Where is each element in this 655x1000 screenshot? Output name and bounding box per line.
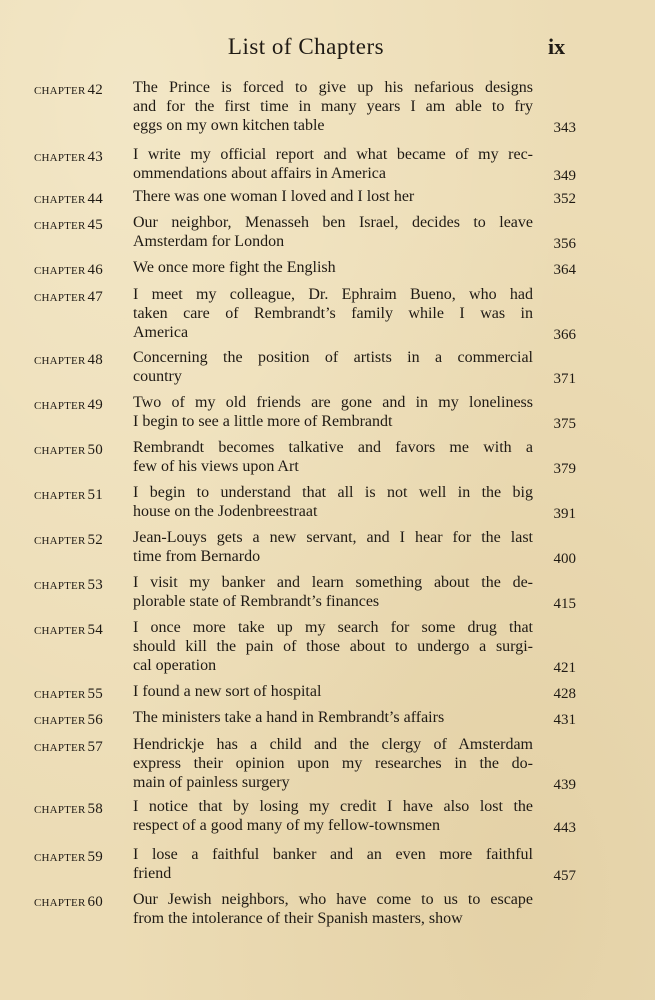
- chapter-page-number: 349: [553, 168, 576, 185]
- chapter-label: [34, 82, 130, 99]
- chapter-title-line: Concerning the position of artists in a commercial: [133, 349, 533, 366]
- chapter-word: CHAPTER: [34, 852, 86, 864]
- chapter-label: [34, 849, 130, 866]
- chapter-word: CHAPTER: [34, 400, 86, 412]
- chapter-title-line: should kill the pain of those about to undergo a surgi-: [133, 638, 533, 656]
- chapter-word: CHAPTER: [34, 85, 86, 97]
- chapter-word: CHAPTER: [34, 742, 86, 754]
- chapter-number: 57: [87, 739, 103, 755]
- chapter-title-line: express their opinion upon my researches in the do-: [133, 755, 533, 773]
- chapter-title: [133, 258, 533, 277]
- chapter-word: CHAPTER: [34, 194, 86, 206]
- chapter-number: 42: [87, 82, 103, 98]
- page-header: [0, 34, 655, 64]
- chapter-title: [133, 682, 533, 701]
- chapter-title-line: Our Jewish neighbors, who have come to us to escape: [133, 891, 533, 908]
- chapter-word: CHAPTER: [34, 265, 86, 277]
- chapter-page-number: 364: [553, 262, 576, 278]
- chapter-title-line: country: [133, 368, 182, 386]
- chapter-page-number: 428: [553, 686, 576, 702]
- chapter-number: 59: [87, 849, 103, 865]
- chapter-word: CHAPTER: [34, 292, 86, 304]
- chapter-title-line: Rembrandt becomes talkative and favors me with a: [133, 439, 533, 456]
- chapter-label: [34, 262, 130, 279]
- chapter-title-line: I once more take up my search for some drug that: [133, 619, 533, 636]
- chapter-number: 43: [87, 149, 103, 165]
- chapter-page-number: 421: [553, 660, 576, 677]
- chapter-word: CHAPTER: [34, 445, 86, 457]
- chapter-title: [133, 708, 533, 727]
- chapter-title-line: friend: [133, 865, 172, 883]
- chapter-word: CHAPTER: [34, 804, 86, 816]
- chapter-label: [34, 622, 130, 639]
- chapter-title-line: I found a new sort of hospital: [133, 683, 322, 700]
- chapter-title-line: cal operation: [133, 657, 217, 675]
- page-number: ix: [548, 34, 566, 59]
- chapter-word: CHAPTER: [34, 355, 86, 367]
- chapter-title-line: plorable state of Rembrandt’s finances: [133, 593, 380, 611]
- chapter-page-number: 352: [553, 191, 576, 207]
- chapter-title: [133, 573, 533, 611]
- chapter-label: [34, 352, 130, 369]
- chapter-page-number: 366: [553, 327, 576, 344]
- chapter-page-number: 356: [553, 236, 576, 253]
- chapter-title: [133, 735, 533, 793]
- chapter-title-line: I begin to understand that all is not well in the big: [133, 484, 533, 501]
- chapter-title-line: America: [133, 324, 189, 342]
- chapter-title: [133, 348, 533, 386]
- chapter-title: [133, 213, 533, 251]
- chapter-title-line: I notice that by losing my credit I have also lost the: [133, 798, 533, 815]
- chapter-title-line: I lose a faithful banker and an even more faithful: [133, 846, 533, 863]
- chapter-number: 60: [87, 894, 103, 910]
- chapter-page-number: 457: [553, 868, 576, 885]
- chapter-label: [34, 149, 130, 166]
- chapter-number: 48: [87, 352, 103, 368]
- chapter-page-number: 375: [553, 416, 576, 433]
- chapter-label: [34, 487, 130, 504]
- chapter-title: [133, 528, 533, 566]
- chapter-title-line: eggs on my own kitchen table: [133, 117, 325, 135]
- chapter-title: [133, 78, 533, 136]
- chapter-page-number: 431: [553, 712, 576, 728]
- chapter-number: 47: [87, 289, 103, 305]
- chapter-number: 51: [87, 487, 103, 503]
- chapter-title-line: Amsterdam for London: [133, 233, 285, 251]
- chapter-label: [34, 739, 130, 756]
- chapter-title: [133, 145, 533, 183]
- chapter-label: [34, 442, 130, 459]
- chapter-title-line: taken care of Rembrandt’s family while I was in: [133, 305, 533, 323]
- chapter-page-number: 379: [553, 461, 576, 478]
- chapter-title-line: I begin to see a little more of Rembrandt: [133, 413, 393, 431]
- chapter-number: 54: [87, 622, 103, 638]
- chapter-label: [34, 532, 130, 549]
- chapter-title: [133, 618, 533, 676]
- chapter-number: 49: [87, 397, 103, 413]
- chapter-word: CHAPTER: [34, 490, 86, 502]
- chapter-title-line: I write my official report and what became of my rec-: [133, 146, 533, 163]
- chapter-title-line: respect of a good many of my fellow-townsmen: [133, 817, 441, 835]
- chapter-word: CHAPTER: [34, 580, 86, 592]
- chapter-label: [34, 801, 130, 818]
- chapter-title-line: time from Bernardo: [133, 548, 261, 566]
- chapter-label: [34, 217, 130, 234]
- chapter-title-line: house on the Jodenbreestraat: [133, 503, 318, 521]
- chapter-title: [133, 438, 533, 476]
- chapter-title-line: Our neighbor, Menasseh ben Israel, decides to leave: [133, 214, 533, 231]
- chapter-page-number: 343: [553, 120, 576, 137]
- chapter-word: CHAPTER: [34, 897, 86, 909]
- chapter-title-line: There was one woman I loved and I lost her: [133, 188, 415, 205]
- chapter-word: CHAPTER: [34, 220, 86, 232]
- chapter-title: [133, 797, 533, 835]
- chapter-page-number: 443: [553, 820, 576, 837]
- chapter-word: CHAPTER: [34, 689, 86, 701]
- chapter-title: [133, 187, 533, 206]
- chapter-number: 55: [87, 686, 103, 702]
- chapter-word: CHAPTER: [34, 152, 86, 164]
- chapter-page-number: 371: [553, 371, 576, 388]
- chapter-label: [34, 712, 130, 729]
- chapter-number: 45: [87, 217, 103, 233]
- chapter-label: [34, 289, 130, 306]
- chapter-page-number: 415: [553, 596, 576, 613]
- chapter-label: [34, 397, 130, 414]
- chapter-title-line: The ministers take a hand in Rembrandt’s affairs: [133, 709, 445, 726]
- chapter-title: [133, 890, 533, 928]
- chapter-label: [34, 577, 130, 594]
- chapter-title-line: Two of my old friends are gone and in my loneliness: [133, 394, 533, 411]
- chapter-title-line: We once more fight the English: [133, 259, 336, 276]
- chapter-number: 50: [87, 442, 103, 458]
- chapter-word: CHAPTER: [34, 625, 86, 637]
- chapter-label: [34, 686, 130, 703]
- chapter-title: [133, 285, 533, 343]
- chapter-title-line: few of his views upon Art: [133, 458, 299, 476]
- chapter-number: 44: [87, 191, 103, 207]
- chapter-title-line: and for the first time in many years I am able to fry: [133, 98, 533, 116]
- page-title: List of Chapters: [227, 34, 385, 59]
- chapter-title-line: I meet my colleague, Dr. Ephraim Bueno, who had: [133, 286, 533, 303]
- chapter-number: 46: [87, 262, 103, 278]
- chapter-title-line: main of painless surgery: [133, 774, 290, 792]
- chapter-title-line: I visit my banker and learn something about the de-: [133, 574, 533, 591]
- chapter-page-number: 391: [553, 506, 576, 523]
- chapter-number: 52: [87, 532, 103, 548]
- chapter-title: [133, 845, 533, 883]
- chapter-number: 58: [87, 801, 103, 817]
- chapter-title: [133, 393, 533, 431]
- chapter-page-number: 400: [553, 551, 576, 568]
- chapter-page-number: 439: [553, 777, 576, 794]
- chapter-number: 56: [87, 712, 103, 728]
- chapter-label: [34, 894, 130, 911]
- chapter-title-line: The Prince is forced to give up his nefarious designs: [133, 79, 533, 96]
- chapter-label: [34, 191, 130, 208]
- chapter-title-line: Jean-Louys gets a new servant, and I hear for the last: [133, 529, 533, 546]
- chapter-word: CHAPTER: [34, 535, 86, 547]
- chapter-title-line: ommendations about affairs in America: [133, 165, 386, 183]
- chapter-word: CHAPTER: [34, 715, 86, 727]
- chapter-title-line: Hendrickje has a child and the clergy of Amsterdam: [133, 736, 533, 753]
- chapter-number: 53: [87, 577, 103, 593]
- chapter-title: [133, 483, 533, 521]
- chapter-title-line: from the intolerance of their Spanish masters, show: [133, 910, 463, 928]
